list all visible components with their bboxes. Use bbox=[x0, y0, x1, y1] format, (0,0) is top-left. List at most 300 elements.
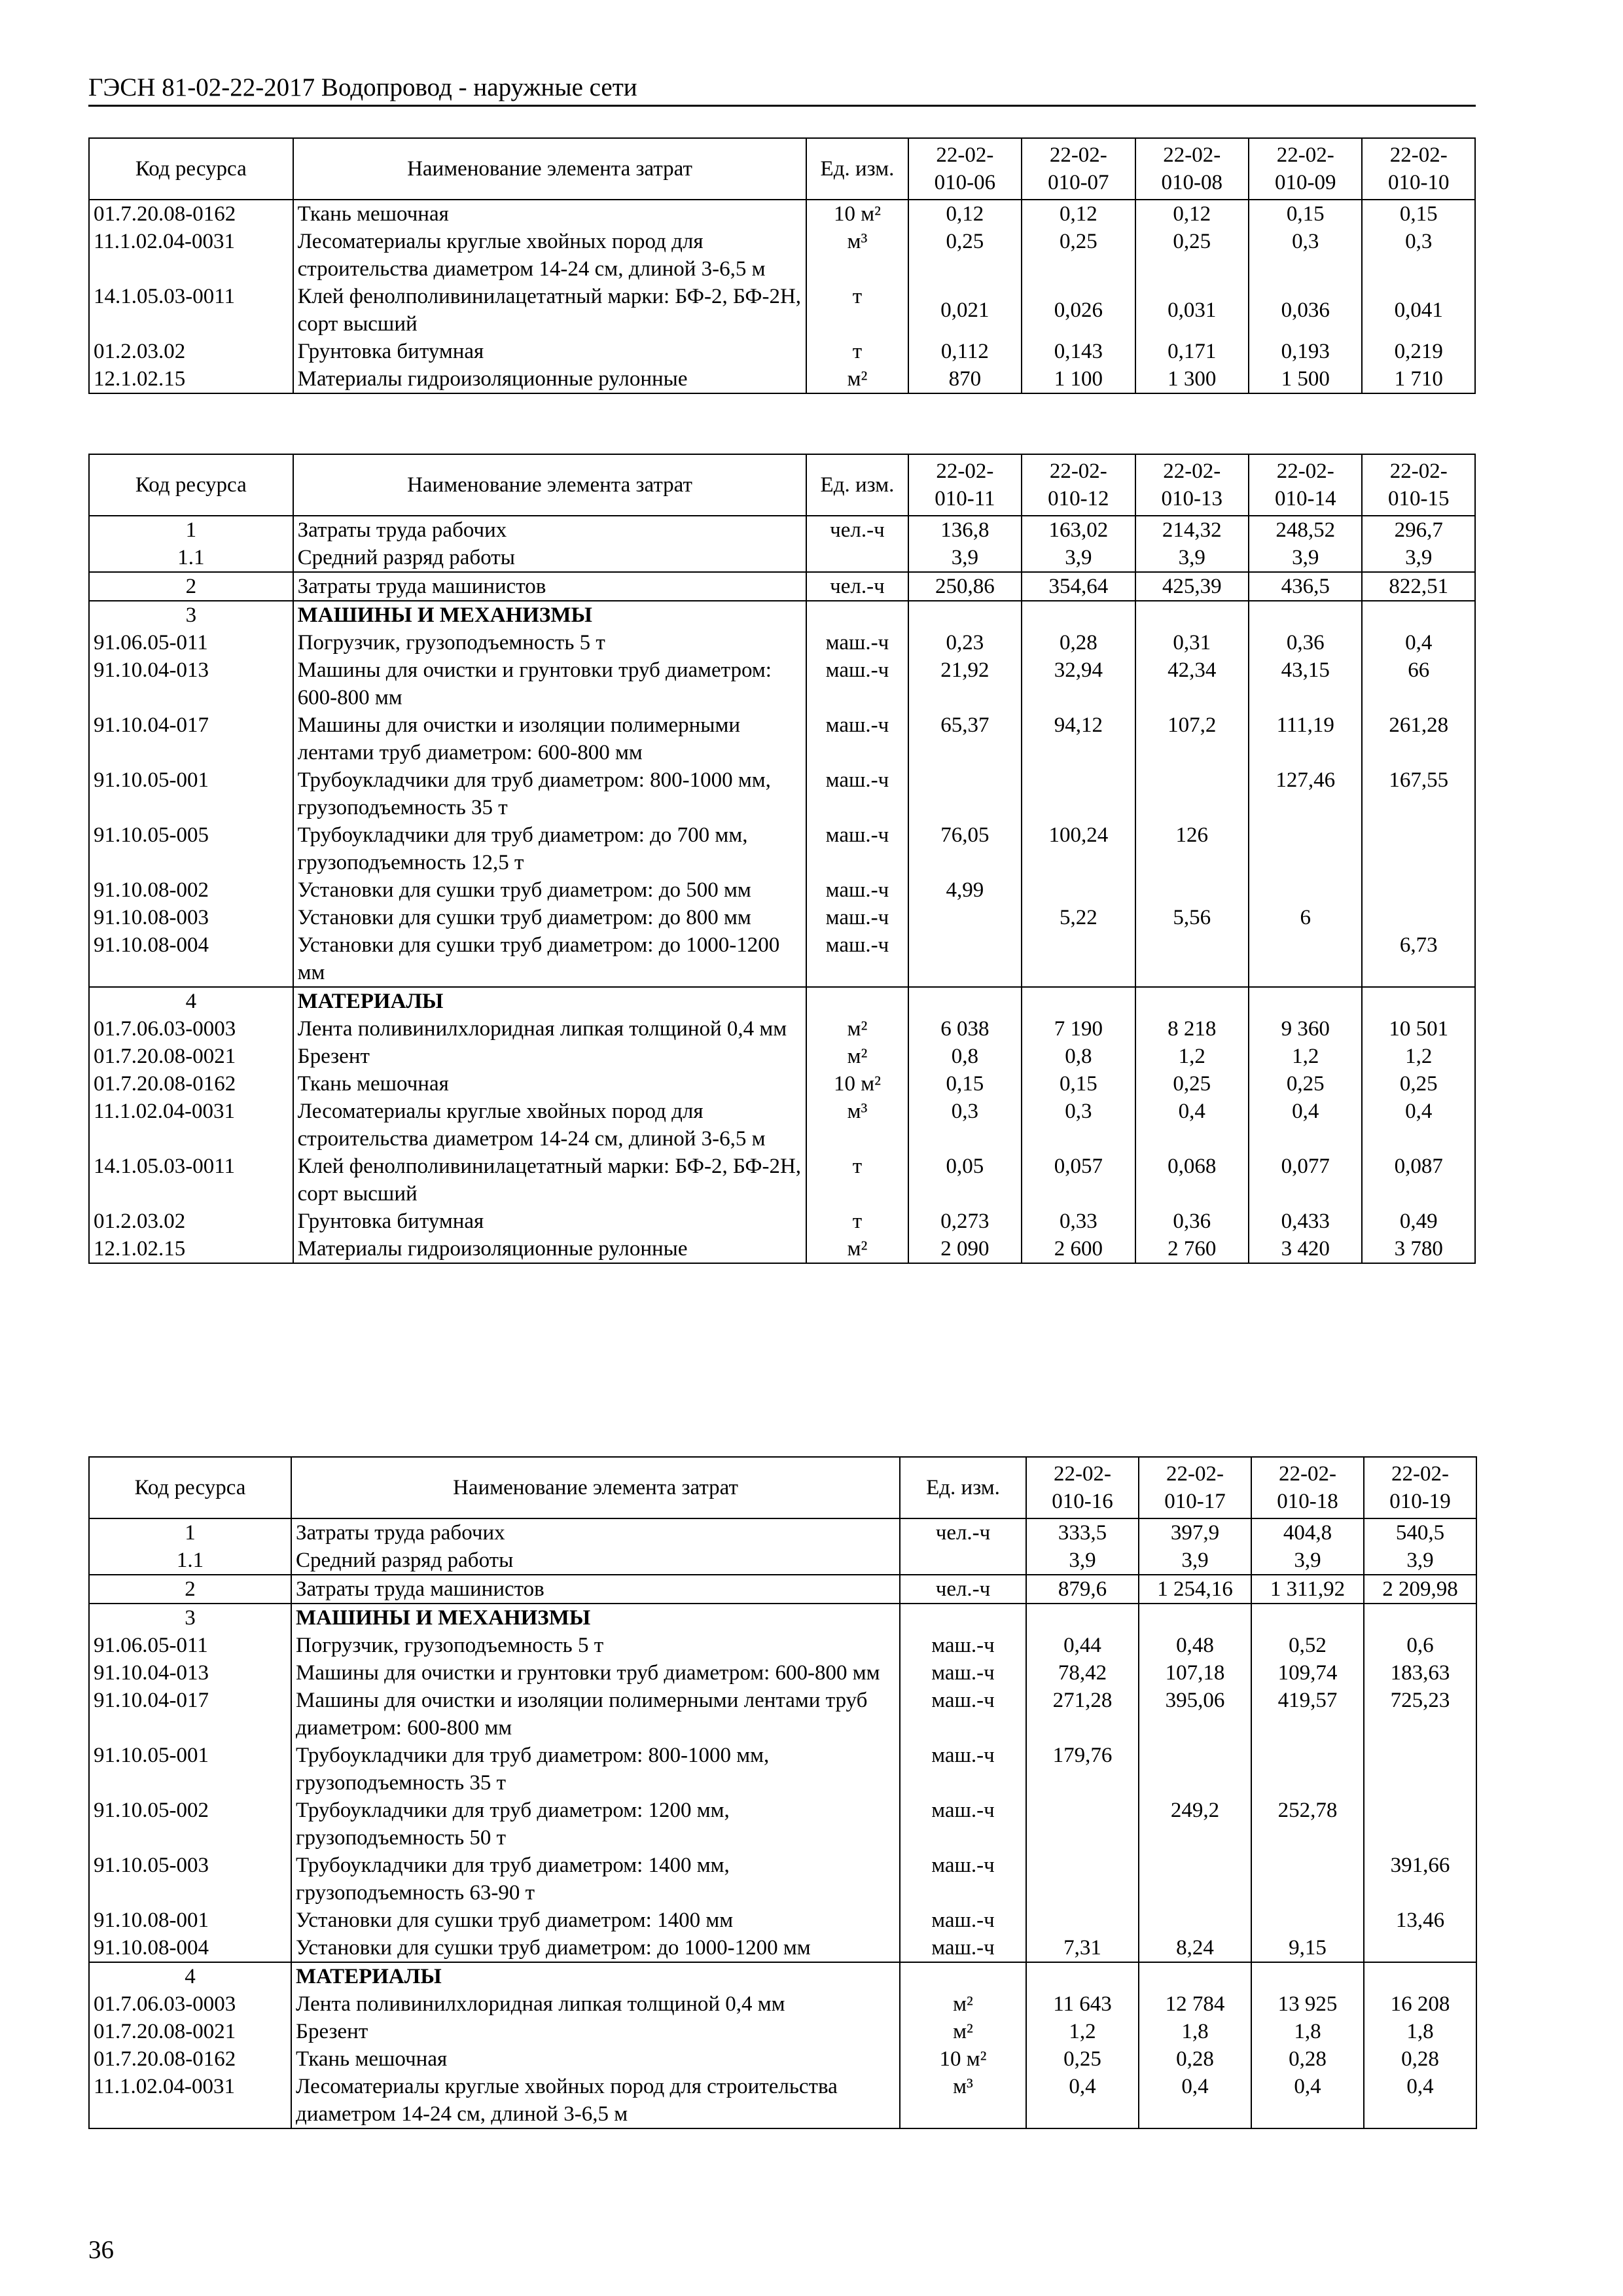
norm-value: 0,25 bbox=[1022, 228, 1135, 283]
unit-of-measure: м² bbox=[806, 365, 908, 393]
norm-value: 3 420 bbox=[1249, 1235, 1362, 1263]
norm-value bbox=[1249, 601, 1362, 629]
cost-element-name: Ткань мешочная bbox=[293, 200, 807, 228]
norm-value: 7,31 bbox=[1026, 1934, 1139, 1962]
unit-of-measure: 10 м² bbox=[806, 200, 908, 228]
header-name: Наименование элемента затрат bbox=[293, 454, 807, 516]
table-row bbox=[89, 1518, 1476, 1547]
resource-code: 91.06.05-011 bbox=[89, 629, 293, 656]
norm-value: 0,28 bbox=[1251, 2045, 1364, 2073]
norm-value: 78,42 bbox=[1026, 1659, 1139, 1687]
resource-code: 4 bbox=[89, 1962, 291, 1990]
norm-value: 261,28 bbox=[1362, 711, 1475, 766]
norm-value: 214,32 bbox=[1135, 516, 1249, 544]
unit-of-measure: м² bbox=[900, 2018, 1026, 2045]
header-column-code-line: 010-06 bbox=[934, 171, 996, 194]
header-column-code-line: 22-02- bbox=[1049, 143, 1107, 167]
norm-value: 5,22 bbox=[1022, 904, 1135, 931]
unit-of-measure: маш.-ч bbox=[806, 629, 908, 656]
norm-value bbox=[1022, 876, 1135, 904]
unit-of-measure: т bbox=[806, 1153, 908, 1208]
norm-value bbox=[1364, 1934, 1476, 1962]
table-row bbox=[89, 656, 1475, 711]
unit-of-measure bbox=[900, 1604, 1026, 1632]
unit-of-measure: м³ bbox=[806, 1098, 908, 1153]
header-column-code bbox=[1362, 138, 1475, 200]
header-unit: Ед. изм. bbox=[900, 1457, 1026, 1518]
norm-value bbox=[1362, 987, 1475, 1015]
norm-value: 1 500 bbox=[1249, 365, 1362, 393]
norm-value bbox=[1139, 1852, 1251, 1907]
norm-value: 870 bbox=[908, 365, 1022, 393]
norm-value bbox=[1364, 1742, 1476, 1797]
norm-value: 183,63 bbox=[1364, 1659, 1476, 1687]
norm-value: 0,077 bbox=[1249, 1153, 1362, 1208]
unit-of-measure: маш.-ч bbox=[806, 931, 908, 987]
norm-value: 0,087 bbox=[1362, 1153, 1475, 1208]
norm-value: 0,25 bbox=[1249, 1070, 1362, 1098]
norm-value: 0,4 bbox=[1364, 2073, 1476, 2128]
cost-element-name: МАШИНЫ И МЕХАНИЗМЫ bbox=[293, 601, 807, 629]
norm-value: 0,15 bbox=[1249, 200, 1362, 228]
header-column-code-line: 22-02- bbox=[1389, 143, 1448, 167]
table-row bbox=[89, 1070, 1475, 1098]
resource-code: 11.1.02.04-0031 bbox=[89, 2073, 291, 2128]
norm-value: 100,24 bbox=[1022, 821, 1135, 876]
cost-element-name: Клей фенолполивинилацетатный марки: БФ-2, БФ-2Н, сорт высший bbox=[293, 283, 807, 338]
resource-code: 91.10.04-013 bbox=[89, 656, 293, 711]
norm-value: 0,25 bbox=[1135, 228, 1249, 283]
table-row bbox=[89, 1604, 1476, 1632]
resource-code: 2 bbox=[89, 1575, 291, 1604]
unit-of-measure: маш.-ч bbox=[900, 1907, 1026, 1934]
norm-value: 42,34 bbox=[1135, 656, 1249, 711]
header-name: Наименование элемента затрат bbox=[291, 1457, 900, 1518]
table-row bbox=[89, 2018, 1476, 2045]
norm-value: 3,9 bbox=[1026, 1547, 1139, 1575]
table-row bbox=[89, 365, 1475, 393]
unit-of-measure: м² bbox=[900, 1990, 1026, 2018]
norm-value bbox=[1249, 821, 1362, 876]
unit-of-measure: чел.-ч bbox=[806, 572, 908, 601]
header-column-code-line: 22-02- bbox=[1049, 459, 1107, 483]
norm-value bbox=[1251, 1962, 1364, 1990]
norm-value: 0,273 bbox=[908, 1208, 1022, 1235]
header-column-code-line: 22-02- bbox=[1166, 1462, 1224, 1486]
norm-value: 0,057 bbox=[1022, 1153, 1135, 1208]
cost-element-name: Материалы гидроизоляционные рулонные bbox=[293, 1235, 807, 1263]
unit-of-measure: 10 м² bbox=[900, 2045, 1026, 2073]
table-row bbox=[89, 766, 1475, 821]
norm-value: 0,25 bbox=[1026, 2045, 1139, 2073]
norm-value bbox=[1251, 1907, 1364, 1934]
norm-value bbox=[1362, 601, 1475, 629]
norm-value: 107,18 bbox=[1139, 1659, 1251, 1687]
norm-value: 43,15 bbox=[1249, 656, 1362, 711]
header-column-code bbox=[1135, 138, 1249, 200]
cost-element-name: Лесоматериалы круглые хвойных пород для строительства диаметром 14-24 см, длиной 3-6,5 м bbox=[293, 1098, 807, 1153]
resource-code: 91.10.05-002 bbox=[89, 1797, 291, 1852]
header-column-code-line: 010-09 bbox=[1275, 171, 1336, 194]
resource-table-2 bbox=[88, 454, 1476, 1264]
resource-code: 01.7.20.08-0021 bbox=[89, 1043, 293, 1070]
table-row bbox=[89, 1687, 1476, 1742]
norm-value: 0,12 bbox=[1135, 200, 1249, 228]
unit-of-measure: маш.-ч bbox=[806, 876, 908, 904]
table-row bbox=[89, 283, 1475, 338]
norm-value: 0,171 bbox=[1135, 338, 1249, 365]
table-row bbox=[89, 2073, 1476, 2128]
unit-of-measure: маш.-ч bbox=[806, 711, 908, 766]
norm-value: 333,5 bbox=[1026, 1518, 1139, 1547]
resource-code: 01.7.20.08-0162 bbox=[89, 2045, 291, 2073]
table-row bbox=[89, 711, 1475, 766]
unit-of-measure: м² bbox=[806, 1235, 908, 1263]
table-row bbox=[89, 1015, 1475, 1043]
cost-element-name: Материалы гидроизоляционные рулонные bbox=[293, 365, 807, 393]
resource-code: 12.1.02.15 bbox=[89, 365, 293, 393]
norm-value: 1 254,16 bbox=[1139, 1575, 1251, 1604]
norm-value: 2 760 bbox=[1135, 1235, 1249, 1263]
norm-value: 271,28 bbox=[1026, 1687, 1139, 1742]
norm-value: 0,3 bbox=[1362, 228, 1475, 283]
unit-of-measure: 10 м² bbox=[806, 1070, 908, 1098]
norm-value: 0,143 bbox=[1022, 338, 1135, 365]
header-column-code-line: 010-12 bbox=[1048, 487, 1109, 511]
header-column-code-line: 010-17 bbox=[1164, 1490, 1226, 1513]
norm-value: 0,25 bbox=[1135, 1070, 1249, 1098]
cost-element-name: Машины для очистки и грунтовки труб диаметром: 600-800 мм bbox=[293, 656, 807, 711]
norm-value: 0,4 bbox=[1362, 629, 1475, 656]
table-row bbox=[89, 1742, 1476, 1797]
cost-element-name: Погрузчик, грузоподъемность 5 т bbox=[293, 629, 807, 656]
header-column-code bbox=[1139, 1457, 1251, 1518]
table-row bbox=[89, 544, 1475, 572]
norm-value bbox=[1362, 876, 1475, 904]
norm-value: 65,37 bbox=[908, 711, 1022, 766]
table-row bbox=[89, 987, 1475, 1015]
unit-of-measure: т bbox=[806, 338, 908, 365]
norm-value: 3,9 bbox=[908, 544, 1022, 572]
norm-value bbox=[1139, 1962, 1251, 1990]
resource-code: 91.10.05-003 bbox=[89, 1852, 291, 1907]
unit-of-measure: м² bbox=[806, 1015, 908, 1043]
resource-code: 01.7.20.08-0021 bbox=[89, 2018, 291, 2045]
header-code: Код ресурса bbox=[89, 454, 293, 516]
table-row bbox=[89, 1235, 1475, 1263]
resource-code: 01.7.20.08-0162 bbox=[89, 1070, 293, 1098]
unit-of-measure: маш.-ч bbox=[900, 1797, 1026, 1852]
norm-value bbox=[1026, 1962, 1139, 1990]
cost-element-name: Трубоукладчики для труб диаметром: 800-1000 мм, грузоподъемность 35 т bbox=[291, 1742, 900, 1797]
norm-value: 725,23 bbox=[1364, 1687, 1476, 1742]
resource-table-1 bbox=[88, 137, 1476, 394]
resource-code: 91.10.08-004 bbox=[89, 1934, 291, 1962]
table-row bbox=[89, 1852, 1476, 1907]
norm-value: 167,55 bbox=[1362, 766, 1475, 821]
cost-element-name: Лесоматериалы круглые хвойных пород для строительства диаметром 14-24 см, длиной 3-6,5 м bbox=[291, 2073, 900, 2128]
norm-value: 111,19 bbox=[1249, 711, 1362, 766]
norm-value bbox=[1026, 1907, 1139, 1934]
norm-value: 0,15 bbox=[1022, 1070, 1135, 1098]
norm-value: 3,9 bbox=[1022, 544, 1135, 572]
norm-value: 0,433 bbox=[1249, 1208, 1362, 1235]
norm-value: 16 208 bbox=[1364, 1990, 1476, 2018]
resource-code: 11.1.02.04-0031 bbox=[89, 1098, 293, 1153]
norm-value: 0,219 bbox=[1362, 338, 1475, 365]
page-number: 36 bbox=[88, 2236, 114, 2264]
norm-value: 0,3 bbox=[908, 1098, 1022, 1153]
resource-code: 91.10.08-001 bbox=[89, 1907, 291, 1934]
cost-element-name: Средний разряд работы bbox=[291, 1547, 900, 1575]
table-row bbox=[89, 2045, 1476, 2073]
norm-value: 0,8 bbox=[908, 1043, 1022, 1070]
resource-code: 14.1.05.03-0011 bbox=[89, 1153, 293, 1208]
norm-value: 0,36 bbox=[1249, 629, 1362, 656]
norm-value bbox=[1026, 1604, 1139, 1632]
norm-value: 0,31 bbox=[1135, 629, 1249, 656]
page-header bbox=[88, 73, 1476, 107]
cost-element-name: Трубоукладчики для труб диаметром: 800-1000 мм, грузоподъемность 35 т bbox=[293, 766, 807, 821]
norm-value: 3,9 bbox=[1139, 1547, 1251, 1575]
norm-value: 0,4 bbox=[1249, 1098, 1362, 1153]
cost-element-name: Грунтовка битумная bbox=[293, 1208, 807, 1235]
header-column-code-line: 22-02- bbox=[936, 143, 994, 167]
norm-value bbox=[1249, 931, 1362, 987]
norm-value bbox=[908, 904, 1022, 931]
norm-value bbox=[1135, 987, 1249, 1015]
norm-value: 0,4 bbox=[1026, 2073, 1139, 2128]
norm-value: 66 bbox=[1362, 656, 1475, 711]
norm-value: 1 300 bbox=[1135, 365, 1249, 393]
norm-value: 540,5 bbox=[1364, 1518, 1476, 1547]
header-column-code bbox=[908, 454, 1022, 516]
resource-code: 01.2.03.02 bbox=[89, 338, 293, 365]
unit-of-measure: маш.-ч bbox=[806, 766, 908, 821]
unit-of-measure bbox=[900, 1547, 1026, 1575]
norm-value: 1,2 bbox=[1249, 1043, 1362, 1070]
cost-element-name: Трубоукладчики для труб диаметром: 1200 мм, грузоподъемность 50 т bbox=[291, 1797, 900, 1852]
norm-value: 3,9 bbox=[1362, 544, 1475, 572]
header-column-code-line: 010-08 bbox=[1161, 171, 1223, 194]
header-column-code-line: 22-02- bbox=[1276, 143, 1334, 167]
resource-code: 91.10.08-003 bbox=[89, 904, 293, 931]
resource-table-3 bbox=[88, 1456, 1477, 2129]
header-column-code bbox=[1022, 138, 1135, 200]
cost-element-name: Затраты труда машинистов bbox=[291, 1575, 900, 1604]
norm-value bbox=[1251, 1742, 1364, 1797]
unit-of-measure: чел.-ч bbox=[900, 1518, 1026, 1547]
norm-value: 0,8 bbox=[1022, 1043, 1135, 1070]
norm-value: 0,05 bbox=[908, 1153, 1022, 1208]
norm-value bbox=[908, 601, 1022, 629]
norm-value: 0,041 bbox=[1362, 283, 1475, 338]
table-header-row bbox=[89, 454, 1475, 516]
resource-code: 01.7.06.03-0003 bbox=[89, 1990, 291, 2018]
norm-value bbox=[1249, 987, 1362, 1015]
norm-value: 7 190 bbox=[1022, 1015, 1135, 1043]
table-row bbox=[89, 1962, 1476, 1990]
norm-value: 296,7 bbox=[1362, 516, 1475, 544]
norm-value: 419,57 bbox=[1251, 1687, 1364, 1742]
norm-value: 5,56 bbox=[1135, 904, 1249, 931]
norm-value: 6 bbox=[1249, 904, 1362, 931]
norm-value bbox=[1135, 931, 1249, 987]
resource-code: 91.10.05-005 bbox=[89, 821, 293, 876]
resource-code: 1 bbox=[89, 1518, 291, 1547]
norm-value: 0,068 bbox=[1135, 1153, 1249, 1208]
cost-element-name: Затраты труда рабочих bbox=[293, 516, 807, 544]
unit-of-measure bbox=[806, 544, 908, 572]
norm-value: 0,193 bbox=[1249, 338, 1362, 365]
cost-element-name: Установки для сушки труб диаметром: до 1000-1200 мм bbox=[293, 931, 807, 987]
table-row bbox=[89, 1043, 1475, 1070]
norm-value: 8,24 bbox=[1139, 1934, 1251, 1962]
norm-value: 2 209,98 bbox=[1364, 1575, 1476, 1604]
cost-element-name: Ткань мешочная bbox=[291, 2045, 900, 2073]
norm-value: 397,9 bbox=[1139, 1518, 1251, 1547]
table-row bbox=[89, 821, 1475, 876]
norm-value: 179,76 bbox=[1026, 1742, 1139, 1797]
norm-value: 3,9 bbox=[1251, 1547, 1364, 1575]
resource-code: 4 bbox=[89, 987, 293, 1015]
norm-value: 354,64 bbox=[1022, 572, 1135, 601]
norm-value: 0,48 bbox=[1139, 1632, 1251, 1659]
norm-value: 0,026 bbox=[1022, 283, 1135, 338]
table-row bbox=[89, 1098, 1475, 1153]
norm-value: 32,94 bbox=[1022, 656, 1135, 711]
resource-code: 91.06.05-011 bbox=[89, 1632, 291, 1659]
norm-value: 136,8 bbox=[908, 516, 1022, 544]
norm-value: 0,25 bbox=[908, 228, 1022, 283]
norm-value: 1,2 bbox=[1362, 1043, 1475, 1070]
unit-of-measure: чел.-ч bbox=[806, 516, 908, 544]
resource-code: 12.1.02.15 bbox=[89, 1235, 293, 1263]
table-row bbox=[89, 1907, 1476, 1934]
table-row bbox=[89, 1797, 1476, 1852]
header-column-code bbox=[1249, 454, 1362, 516]
table-row bbox=[89, 601, 1475, 629]
norm-value: 0,031 bbox=[1135, 283, 1249, 338]
norm-value: 425,39 bbox=[1135, 572, 1249, 601]
resource-code: 91.10.08-004 bbox=[89, 931, 293, 987]
table-row bbox=[89, 516, 1475, 544]
header-column-code bbox=[1251, 1457, 1364, 1518]
norm-value: 0,28 bbox=[1022, 629, 1135, 656]
norm-value: 126 bbox=[1135, 821, 1249, 876]
table-row bbox=[89, 200, 1475, 228]
norm-value: 250,86 bbox=[908, 572, 1022, 601]
document-title: ГЭСН 81-02-22-2017 Водопровод - наружные сети bbox=[88, 73, 637, 101]
resource-code: 11.1.02.04-0031 bbox=[89, 228, 293, 283]
unit-of-measure bbox=[806, 601, 908, 629]
norm-value bbox=[1026, 1852, 1139, 1907]
norm-value bbox=[1026, 1797, 1139, 1852]
table-row bbox=[89, 228, 1475, 283]
norm-value: 163,02 bbox=[1022, 516, 1135, 544]
norm-value bbox=[1364, 1797, 1476, 1852]
norm-value: 0,36 bbox=[1135, 1208, 1249, 1235]
table-row bbox=[89, 1575, 1476, 1604]
table-row bbox=[89, 1547, 1476, 1575]
norm-value bbox=[1362, 904, 1475, 931]
cost-element-name: Установки для сушки труб диаметром: 1400 мм bbox=[291, 1907, 900, 1934]
resource-code: 01.7.20.08-0162 bbox=[89, 200, 293, 228]
resource-code: 14.1.05.03-0011 bbox=[89, 283, 293, 338]
norm-value bbox=[1139, 1604, 1251, 1632]
header-column-code bbox=[1026, 1457, 1139, 1518]
table-row bbox=[89, 1208, 1475, 1235]
norm-value: 0,4 bbox=[1135, 1098, 1249, 1153]
resource-code: 91.10.04-017 bbox=[89, 711, 293, 766]
norm-value: 0,3 bbox=[1249, 228, 1362, 283]
resource-code: 3 bbox=[89, 601, 293, 629]
norm-value: 391,66 bbox=[1364, 1852, 1476, 1907]
table-row bbox=[89, 629, 1475, 656]
norm-value bbox=[908, 766, 1022, 821]
norm-value: 0,28 bbox=[1139, 2045, 1251, 2073]
cost-element-name: Брезент bbox=[293, 1043, 807, 1070]
resource-code: 2 bbox=[89, 572, 293, 601]
norm-value: 0,3 bbox=[1022, 1098, 1135, 1153]
unit-of-measure: маш.-ч bbox=[806, 904, 908, 931]
header-column-code-line: 22-02- bbox=[1163, 459, 1221, 483]
unit-of-measure: маш.-ч bbox=[900, 1632, 1026, 1659]
norm-value: 9 360 bbox=[1249, 1015, 1362, 1043]
unit-of-measure: маш.-ч bbox=[900, 1742, 1026, 1797]
unit-of-measure bbox=[806, 987, 908, 1015]
header-column-code-line: 010-19 bbox=[1389, 1490, 1451, 1513]
norm-value bbox=[1364, 1962, 1476, 1990]
cost-element-name: Средний разряд работы bbox=[293, 544, 807, 572]
norm-value: 9,15 bbox=[1251, 1934, 1364, 1962]
header-column-code bbox=[1249, 138, 1362, 200]
norm-value: 2 600 bbox=[1022, 1235, 1135, 1263]
norm-value: 0,28 bbox=[1364, 2045, 1476, 2073]
cost-element-name: Трубоукладчики для труб диаметром: 1400 мм, грузоподъемность 63-90 т bbox=[291, 1852, 900, 1907]
unit-of-measure: м² bbox=[806, 1043, 908, 1070]
norm-value: 1,2 bbox=[1026, 2018, 1139, 2045]
norm-value: 11 643 bbox=[1026, 1990, 1139, 2018]
norm-value bbox=[1135, 601, 1249, 629]
table-header-row bbox=[89, 138, 1475, 200]
norm-value: 0,036 bbox=[1249, 283, 1362, 338]
norm-value: 3 780 bbox=[1362, 1235, 1475, 1263]
unit-of-measure: маш.-ч bbox=[806, 821, 908, 876]
norm-value: 436,5 bbox=[1249, 572, 1362, 601]
resource-code: 3 bbox=[89, 1604, 291, 1632]
cost-element-name: Лесоматериалы круглые хвойных пород для строительства диаметром 14-24 см, длиной 3-6,5 м bbox=[293, 228, 807, 283]
norm-value: 3,9 bbox=[1249, 544, 1362, 572]
cost-element-name: Затраты труда машинистов bbox=[293, 572, 807, 601]
norm-value: 6,73 bbox=[1362, 931, 1475, 987]
norm-value: 0,4 bbox=[1139, 2073, 1251, 2128]
unit-of-measure: т bbox=[806, 1208, 908, 1235]
norm-value: 1 100 bbox=[1022, 365, 1135, 393]
norm-value: 0,6 bbox=[1364, 1632, 1476, 1659]
norm-value: 822,51 bbox=[1362, 572, 1475, 601]
cost-element-name: Установки для сушки труб диаметром: до 1000-1200 мм bbox=[291, 1934, 900, 1962]
header-column-code-line: 22-02- bbox=[1389, 459, 1448, 483]
norm-value: 12 784 bbox=[1139, 1990, 1251, 2018]
header-code: Код ресурса bbox=[89, 138, 293, 200]
norm-value: 94,12 bbox=[1022, 711, 1135, 766]
unit-of-measure bbox=[900, 1962, 1026, 1990]
norm-value: 1,8 bbox=[1364, 2018, 1476, 2045]
cost-element-name: Клей фенолполивинилацетатный марки: БФ-2, БФ-2Н, сорт высший bbox=[293, 1153, 807, 1208]
cost-element-name: Грунтовка битумная bbox=[293, 338, 807, 365]
unit-of-measure: маш.-ч bbox=[806, 656, 908, 711]
